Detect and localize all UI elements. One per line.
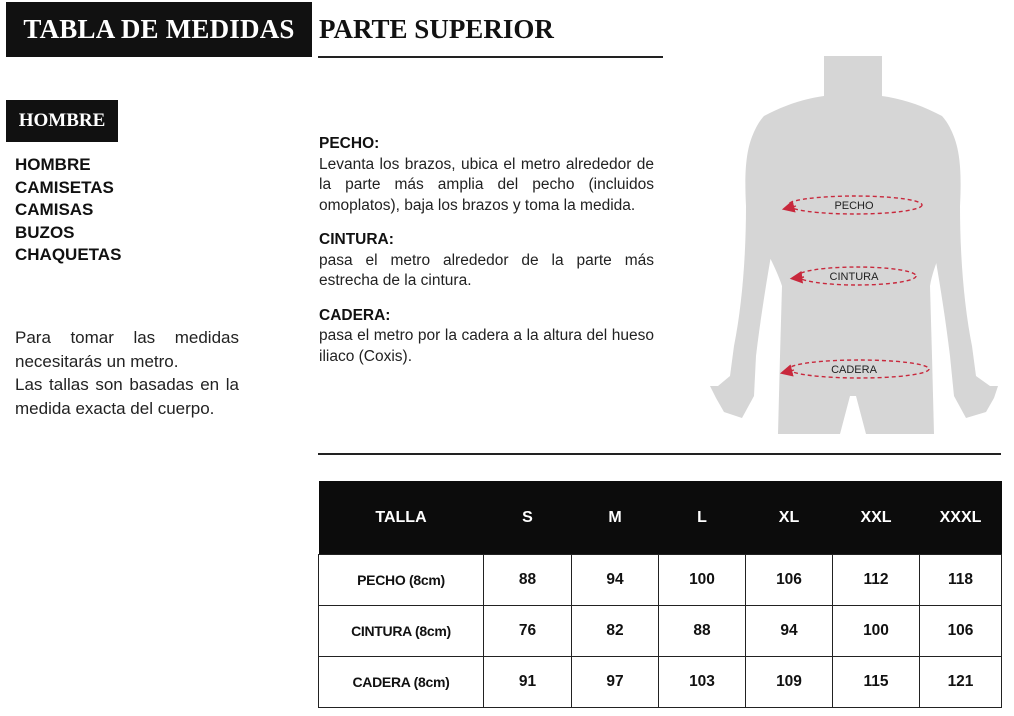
instruction-hip-heading: CADERA:: [319, 306, 391, 324]
instruction-waist-text: pasa el metro alrededor de la parte más estrecha de la cintura.: [319, 251, 654, 289]
table-cell: 112: [833, 555, 920, 606]
table-cell: 88: [659, 606, 746, 657]
page-title: TABLA DE MEDIDAS: [6, 2, 312, 57]
table-cell: 106: [746, 555, 833, 606]
header-cell: L: [659, 481, 746, 555]
table-cell: 76: [484, 606, 572, 657]
instruction-waist: [319, 230, 654, 292]
category-item-camisas: CAMISAS: [15, 200, 94, 219]
note-line-2: Las tallas son basadas en la medida exacta del cuerpo.: [15, 375, 239, 418]
instruction-hip: [319, 306, 654, 368]
row-label: CADERA (8cm): [319, 657, 484, 708]
table-cell: 88: [484, 555, 572, 606]
size-table: [318, 481, 1002, 708]
header-cell: XL: [746, 481, 833, 555]
table-cell: 118: [920, 555, 1002, 606]
header-cell: TALLA: [319, 481, 484, 555]
chest-label: PECHO: [834, 200, 874, 212]
table-header-row: [319, 481, 1002, 555]
gender-tag: HOMBRE: [6, 100, 118, 142]
instruction-chest-heading: PECHO:: [319, 135, 380, 152]
table-cell: 82: [572, 606, 659, 657]
table-cell: 94: [746, 606, 833, 657]
subtitle-divider: [318, 56, 663, 58]
table-cell: 106: [920, 606, 1002, 657]
header-cell: S: [484, 481, 572, 555]
table-cell: 97: [572, 657, 659, 708]
table-cell: 100: [833, 606, 920, 657]
header-cell: XXXL: [920, 481, 1002, 555]
category-item-camisetas: CAMISETAS: [15, 177, 114, 197]
table-cell: 115: [833, 657, 920, 708]
section-divider: [318, 453, 1001, 455]
row-label: CINTURA (8cm): [319, 606, 484, 657]
measurement-instructions: [319, 134, 654, 381]
section-subtitle: PARTE SUPERIOR: [319, 14, 554, 44]
waist-label: CINTURA: [829, 271, 879, 283]
body-figure: [704, 56, 1004, 438]
header-cell: M: [572, 481, 659, 555]
instruction-hip-text: pasa el metro por la cadera a la altura del hueso iliaco (Coxis).: [319, 327, 654, 365]
measure-note: [15, 326, 239, 420]
table-cell: 103: [659, 657, 746, 708]
table-cell: 100: [659, 555, 746, 606]
table-row: [319, 657, 1002, 708]
category-item-chaquetas: CHAQUETAS: [15, 245, 122, 264]
instruction-chest-text: Levanta los brazos, ubica el metro alrededor de la parte más amplia del pecho (incluidos omoplatos), baja los brazos y toma la medida.: [319, 155, 654, 214]
table-row: [319, 555, 1002, 606]
hip-label: CADERA: [831, 364, 877, 376]
header-cell: XXL: [833, 481, 920, 555]
body-silhouette: [710, 56, 998, 434]
table-row: [319, 606, 1002, 657]
table-cell: 121: [920, 657, 1002, 708]
note-line-1: Para tomar las medidas necesitarás un metro.: [15, 328, 239, 371]
category-item-hombre: HOMBRE: [15, 155, 91, 174]
instruction-waist-heading: CINTURA:: [319, 231, 394, 248]
table-cell: 94: [572, 555, 659, 606]
category-item-buzos: BUZOS: [15, 222, 75, 242]
row-label: PECHO (8cm): [319, 555, 484, 606]
instruction-chest: [319, 134, 654, 216]
category-list: [15, 154, 121, 267]
table-cell: 91: [484, 657, 572, 708]
table-cell: 109: [746, 657, 833, 708]
